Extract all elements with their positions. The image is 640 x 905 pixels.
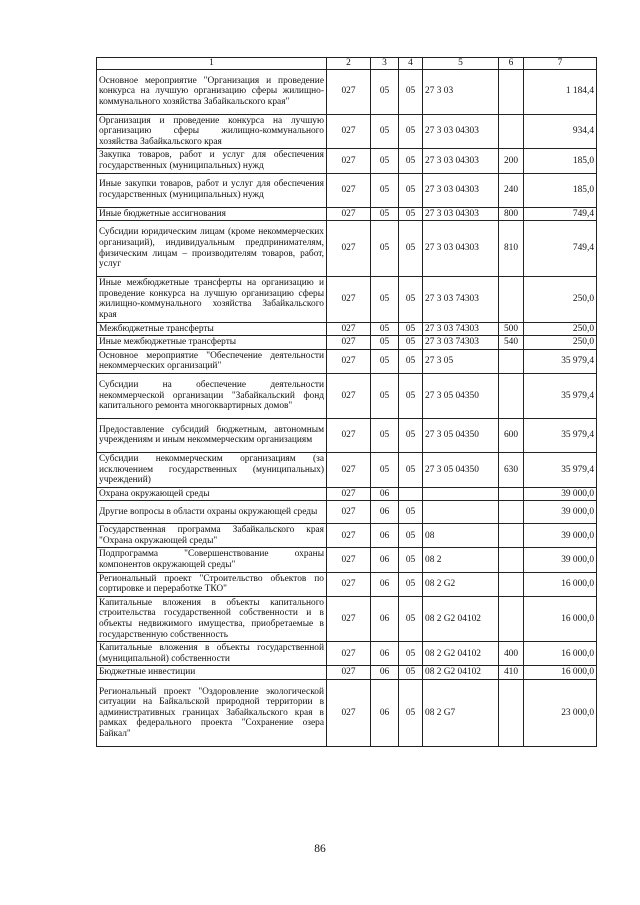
table-row <box>97 322 597 336</box>
row-expense-type <box>499 487 524 501</box>
row-expense-type: 800 <box>499 207 524 221</box>
row-ministry-code: 027 <box>327 572 371 596</box>
table-row <box>97 596 597 641</box>
row-target-code <box>423 487 499 501</box>
table-row <box>97 548 597 572</box>
page-number: 86 <box>314 843 326 855</box>
row-name: Капитальные вложения в объекты капитального строительства государственной собственности и в объекты недвижимого имущества, приобретаемые в государственную собственность <box>97 596 327 641</box>
row-target-code <box>423 501 499 524</box>
row-amount: 16 000,0 <box>524 666 597 680</box>
table-row <box>97 572 597 596</box>
row-name: Подпрограмма "Совершенствование охраны компонентов окружающей среды" <box>97 548 327 572</box>
row-subsection-code: 05 <box>399 322 423 336</box>
row-target-code: 08 2 G2 04102 <box>423 666 499 680</box>
row-subsection-code: 05 <box>399 173 423 207</box>
row-section-code: 06 <box>371 501 399 524</box>
row-name: Бюджетные инвестиции <box>97 666 327 680</box>
row-amount: 23 000,0 <box>524 680 597 747</box>
row-section-code: 05 <box>371 221 399 277</box>
row-section-code: 05 <box>371 149 399 173</box>
row-name: Закупка товаров, работ и услуг для обеспечения государственных (муниципальных) нужд <box>97 149 327 173</box>
row-ministry-code: 027 <box>327 114 371 149</box>
row-subsection-code: 05 <box>399 501 423 524</box>
col-header-4: 4 <box>399 58 423 70</box>
row-section-code: 05 <box>371 114 399 149</box>
row-subsection-code: 05 <box>399 336 423 350</box>
row-target-code: 08 <box>423 524 499 548</box>
row-subsection-code: 05 <box>399 680 423 747</box>
table-body <box>97 69 597 746</box>
row-name: Субсидии некоммерческим организациям (за исключением государственных (муниципальных) учреждений) <box>97 452 327 487</box>
row-amount: 35 979,4 <box>524 452 597 487</box>
row-name: Субсидии юридическим лицам (кроме некоммерческих организаций), индивидуальным предпринимателям, физическим лицам – производителям товаров, работ, услуг <box>97 221 327 277</box>
row-expense-type <box>499 349 524 373</box>
table-row <box>97 642 597 666</box>
table-row <box>97 349 597 373</box>
row-ministry-code: 027 <box>327 349 371 373</box>
row-target-code: 08 2 G2 <box>423 572 499 596</box>
table-row <box>97 373 597 418</box>
row-target-code: 27 3 05 04350 <box>423 452 499 487</box>
row-ministry-code: 027 <box>327 69 371 114</box>
row-subsection-code: 05 <box>399 349 423 373</box>
row-subsection-code: 05 <box>399 524 423 548</box>
row-subsection-code: 05 <box>399 114 423 149</box>
row-expense-type: 500 <box>499 322 524 336</box>
row-expense-type: 600 <box>499 418 524 452</box>
row-amount: 934,4 <box>524 114 597 149</box>
row-amount: 185,0 <box>524 149 597 173</box>
row-section-code: 06 <box>371 548 399 572</box>
table-row <box>97 336 597 350</box>
row-subsection-code: 05 <box>399 666 423 680</box>
row-ministry-code: 027 <box>327 666 371 680</box>
row-target-code: 27 3 03 74303 <box>423 322 499 336</box>
row-section-code: 05 <box>371 336 399 350</box>
row-expense-type <box>499 524 524 548</box>
row-target-code: 08 2 <box>423 548 499 572</box>
row-section-code: 05 <box>371 373 399 418</box>
row-section-code: 05 <box>371 349 399 373</box>
row-subsection-code: 05 <box>399 221 423 277</box>
row-name: Предоставление субсидий бюджетным, автономным учреждениям и иным некоммерческим организациям <box>97 418 327 452</box>
row-target-code: 08 2 G7 <box>423 680 499 747</box>
row-amount: 16 000,0 <box>524 572 597 596</box>
table-row <box>97 524 597 548</box>
row-target-code: 27 3 03 04303 <box>423 207 499 221</box>
col-header-1: 1 <box>97 58 327 70</box>
row-ministry-code: 027 <box>327 149 371 173</box>
row-ministry-code: 027 <box>327 373 371 418</box>
row-ministry-code: 027 <box>327 322 371 336</box>
row-expense-type <box>499 114 524 149</box>
row-amount: 35 979,4 <box>524 349 597 373</box>
row-target-code: 08 2 G2 04102 <box>423 642 499 666</box>
row-amount: 250,0 <box>524 322 597 336</box>
row-name: Иные закупки товаров, работ и услуг для обеспечения государственных (муниципальных) нужд <box>97 173 327 207</box>
row-section-code: 06 <box>371 524 399 548</box>
row-ministry-code: 027 <box>327 418 371 452</box>
row-name: Охрана окружающей среды <box>97 487 327 501</box>
col-header-6: 6 <box>499 58 524 70</box>
col-header-2: 2 <box>327 58 371 70</box>
row-section-code: 05 <box>371 277 399 322</box>
row-amount: 749,4 <box>524 221 597 277</box>
row-amount: 39 000,0 <box>524 487 597 501</box>
row-ministry-code: 027 <box>327 173 371 207</box>
row-ministry-code: 027 <box>327 548 371 572</box>
row-name: Другие вопросы в области охраны окружающей среды <box>97 501 327 524</box>
row-name: Иные межбюджетные трансферты <box>97 336 327 350</box>
row-subsection-code: 05 <box>399 207 423 221</box>
row-ministry-code: 027 <box>327 524 371 548</box>
row-section-code: 05 <box>371 69 399 114</box>
row-target-code: 27 3 03 <box>423 69 499 114</box>
row-amount: 35 979,4 <box>524 373 597 418</box>
budget-table <box>96 57 597 747</box>
row-section-code: 05 <box>371 452 399 487</box>
row-expense-type: 400 <box>499 642 524 666</box>
row-amount: 250,0 <box>524 277 597 322</box>
row-amount: 16 000,0 <box>524 596 597 641</box>
row-expense-type: 200 <box>499 149 524 173</box>
row-name: Иные бюджетные ассигнования <box>97 207 327 221</box>
row-name: Основное мероприятие "Организация и проведение конкурса на лучшую организацию сферы жилищно-коммунального хозяйства Забайкальского края" <box>97 69 327 114</box>
row-expense-type: 410 <box>499 666 524 680</box>
table-row <box>97 277 597 322</box>
row-ministry-code: 027 <box>327 221 371 277</box>
row-amount: 749,4 <box>524 207 597 221</box>
row-ministry-code: 027 <box>327 596 371 641</box>
row-name: Государственная программа Забайкальского края "Охрана окружающей среды" <box>97 524 327 548</box>
row-name: Основное мероприятие "Обеспечение деятельности некоммерческих организаций" <box>97 349 327 373</box>
col-header-7: 7 <box>524 58 597 70</box>
table-row <box>97 487 597 501</box>
row-expense-type <box>499 501 524 524</box>
row-target-code: 08 2 G2 04102 <box>423 596 499 641</box>
row-ministry-code: 027 <box>327 207 371 221</box>
row-amount: 35 979,4 <box>524 418 597 452</box>
row-target-code: 27 3 03 04303 <box>423 221 499 277</box>
row-subsection-code: 05 <box>399 642 423 666</box>
row-subsection-code: 05 <box>399 452 423 487</box>
row-expense-type <box>499 596 524 641</box>
row-section-code: 06 <box>371 596 399 641</box>
row-subsection-code <box>399 487 423 501</box>
row-target-code: 27 3 03 04303 <box>423 149 499 173</box>
table-row <box>97 418 597 452</box>
row-subsection-code: 05 <box>399 548 423 572</box>
table-row <box>97 207 597 221</box>
row-name: Иные межбюджетные трансферты на организацию и проведение конкурса на лучшую организацию сферы жилищно-коммунального хозяйства Забайкальского края <box>97 277 327 322</box>
row-subsection-code: 05 <box>399 572 423 596</box>
row-subsection-code: 05 <box>399 149 423 173</box>
row-expense-type: 240 <box>499 173 524 207</box>
row-subsection-code: 05 <box>399 418 423 452</box>
row-amount: 1 184,4 <box>524 69 597 114</box>
row-subsection-code: 05 <box>399 596 423 641</box>
row-target-code: 27 3 03 04303 <box>423 114 499 149</box>
row-expense-type <box>499 373 524 418</box>
col-header-3: 3 <box>371 58 399 70</box>
table-row <box>97 221 597 277</box>
row-amount: 250,0 <box>524 336 597 350</box>
table-row <box>97 114 597 149</box>
row-expense-type: 810 <box>499 221 524 277</box>
row-name: Организация и проведение конкурса на лучшую организацию сферы жилищно-коммунального хозяйства Забайкальского края <box>97 114 327 149</box>
row-expense-type <box>499 69 524 114</box>
table-row <box>97 680 597 747</box>
row-expense-type <box>499 572 524 596</box>
row-name: Региональный проект "Строительство объектов по сортировке и переработке ТКО" <box>97 572 327 596</box>
row-amount: 39 000,0 <box>524 501 597 524</box>
row-subsection-code: 05 <box>399 69 423 114</box>
row-subsection-code: 05 <box>399 277 423 322</box>
row-name: Региональный проект "Оздоровление экологической ситуации на Байкальской природной территории в административных границах Забайкальского края в рамках федерального проекта "Сохранение озера Байкал" <box>97 680 327 747</box>
row-section-code: 06 <box>371 487 399 501</box>
row-ministry-code: 027 <box>327 487 371 501</box>
row-section-code: 05 <box>371 322 399 336</box>
row-amount: 16 000,0 <box>524 642 597 666</box>
row-expense-type <box>499 680 524 747</box>
row-section-code: 06 <box>371 680 399 747</box>
row-amount: 39 000,0 <box>524 548 597 572</box>
row-expense-type: 540 <box>499 336 524 350</box>
row-target-code: 27 3 03 74303 <box>423 336 499 350</box>
row-expense-type: 630 <box>499 452 524 487</box>
col-header-5: 5 <box>423 58 499 70</box>
row-expense-type <box>499 548 524 572</box>
row-section-code: 06 <box>371 572 399 596</box>
row-name: Межбюджетные трансферты <box>97 322 327 336</box>
table-row <box>97 149 597 173</box>
row-target-code: 27 3 05 04350 <box>423 418 499 452</box>
row-name: Субсидии на обеспечение деятельности некоммерческой организации "Забайкальский фонд капитального ремонта многоквартирных домов" <box>97 373 327 418</box>
row-ministry-code: 027 <box>327 501 371 524</box>
row-target-code: 27 3 03 04303 <box>423 173 499 207</box>
table-row <box>97 501 597 524</box>
row-expense-type <box>499 277 524 322</box>
row-target-code: 27 3 05 <box>423 349 499 373</box>
row-ministry-code: 027 <box>327 336 371 350</box>
table-row <box>97 666 597 680</box>
row-section-code: 05 <box>371 207 399 221</box>
row-name: Капитальные вложения в объекты государственной (муниципальной) собственности <box>97 642 327 666</box>
row-ministry-code: 027 <box>327 642 371 666</box>
row-amount: 39 000,0 <box>524 524 597 548</box>
row-ministry-code: 027 <box>327 452 371 487</box>
row-ministry-code: 027 <box>327 680 371 747</box>
row-target-code: 27 3 05 04350 <box>423 373 499 418</box>
row-amount: 185,0 <box>524 173 597 207</box>
row-ministry-code: 027 <box>327 277 371 322</box>
row-section-code: 05 <box>371 418 399 452</box>
table-row <box>97 173 597 207</box>
row-target-code: 27 3 03 74303 <box>423 277 499 322</box>
row-section-code: 05 <box>371 173 399 207</box>
table-row <box>97 452 597 487</box>
row-section-code: 06 <box>371 642 399 666</box>
row-section-code: 06 <box>371 666 399 680</box>
header-row <box>97 58 597 70</box>
table-row <box>97 69 597 114</box>
row-subsection-code: 05 <box>399 373 423 418</box>
